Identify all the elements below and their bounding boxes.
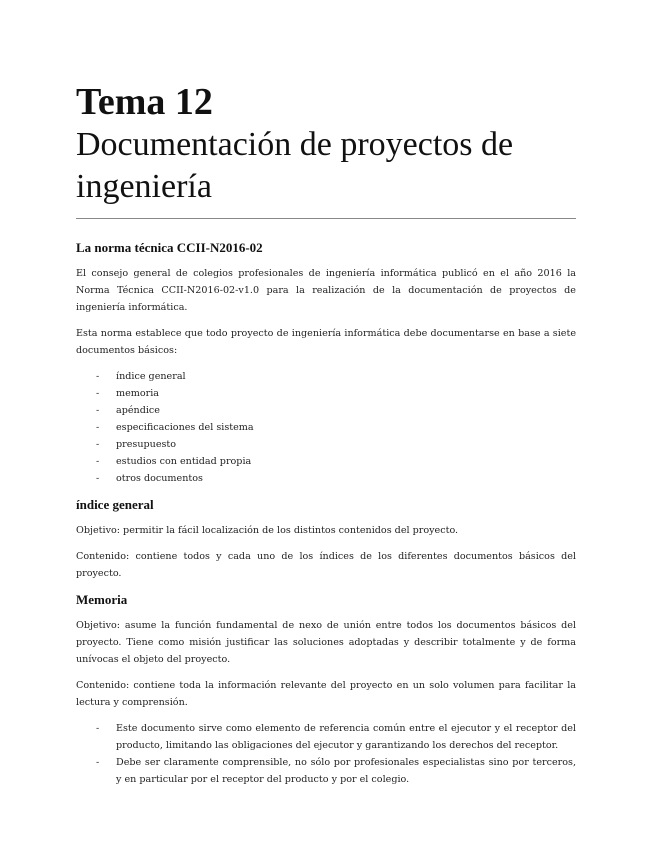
list-item [76, 720, 576, 754]
list-item-label: otros documentos [116, 473, 203, 484]
list-item-label: memoria [116, 388, 160, 399]
memoria-bullet-list [76, 720, 576, 788]
list-item-label: presupuesto [116, 439, 177, 450]
dash-marker: - [96, 388, 100, 399]
dash-marker: - [96, 439, 100, 450]
norma-paragraph-2: Esta norma establece que todo proyecto de ingeniería informática debe documentarse en base a siete documentos básicos: [76, 328, 576, 356]
section-heading-norma: La norma técnica CCII-N2016-02 [76, 240, 263, 255]
dash-marker: - [96, 723, 100, 734]
list-item [76, 385, 576, 402]
memoria-contenido: Contenido: contiene toda la información relevante del proyecto en un solo volumen para facilitar la lectura y comprensión. [76, 680, 576, 708]
memoria-objetivo: Objetivo: asume la función fundamental de nexo de unión entre todos los documentos básicos del proyecto. Tiene como misión justificar las soluciones adoptadas y describir totalmente y de forma unívocas el objeto del proyecto. [76, 620, 576, 665]
dash-marker: - [96, 422, 100, 433]
chapter-title-line-1: Documentación de proyectos de [76, 126, 514, 163]
dash-marker: - [96, 371, 100, 382]
list-item-label: estudios con entidad propia [116, 456, 252, 467]
section-memoria [76, 592, 576, 788]
list-item [76, 470, 576, 487]
list-item [76, 453, 576, 470]
list-item [76, 436, 576, 453]
list-item-text: Debe ser claramente comprensible, no sólo por profesionales especialistas sino por terceros, y en particular por el receptor del producto y por el colegio. [116, 757, 576, 785]
indice-objetivo: Objetivo: permitir la fácil localización de los distintos contenidos del proyecto. [76, 525, 459, 536]
list-item-label: apéndice [116, 405, 160, 416]
list-item [76, 402, 576, 419]
section-norma [76, 240, 576, 487]
section-heading-memoria: Memoria [76, 592, 128, 607]
section-indice-general [76, 497, 576, 582]
title-divider [76, 218, 576, 219]
document-header [76, 80, 576, 219]
list-item-text: Este documento sirve como elemento de referencia común entre el ejecutor y el receptor del producto, limitando las obligaciones del ejecutor y garantizando los derechos del receptor. [116, 723, 576, 751]
list-item [76, 419, 576, 436]
dash-marker: - [96, 405, 100, 416]
chapter-number: Tema 12 [76, 81, 213, 123]
document-page [76, 80, 576, 788]
dash-marker: - [96, 757, 100, 768]
list-item-label: especificaciones del sistema [116, 422, 254, 433]
chapter-title-line-2: ingeniería [76, 168, 212, 205]
list-item-label: índice general [116, 371, 186, 382]
indice-contenido: Contenido: contiene todos y cada uno de los índices de los diferentes documentos básicos del proyecto. [76, 551, 576, 579]
norma-paragraph-1: El consejo general de colegios profesionales de ingeniería informática publicó en el año 2016 la Norma Técnica CCII-N2016-02-v1.0 para la realización de la documentación de proyectos de ingeniería informática. [76, 268, 576, 313]
dash-marker: - [96, 473, 100, 484]
list-item [76, 368, 576, 385]
section-heading-indice: índice general [76, 497, 154, 512]
list-item [76, 754, 576, 788]
document-list [76, 368, 576, 487]
dash-marker: - [96, 456, 100, 467]
